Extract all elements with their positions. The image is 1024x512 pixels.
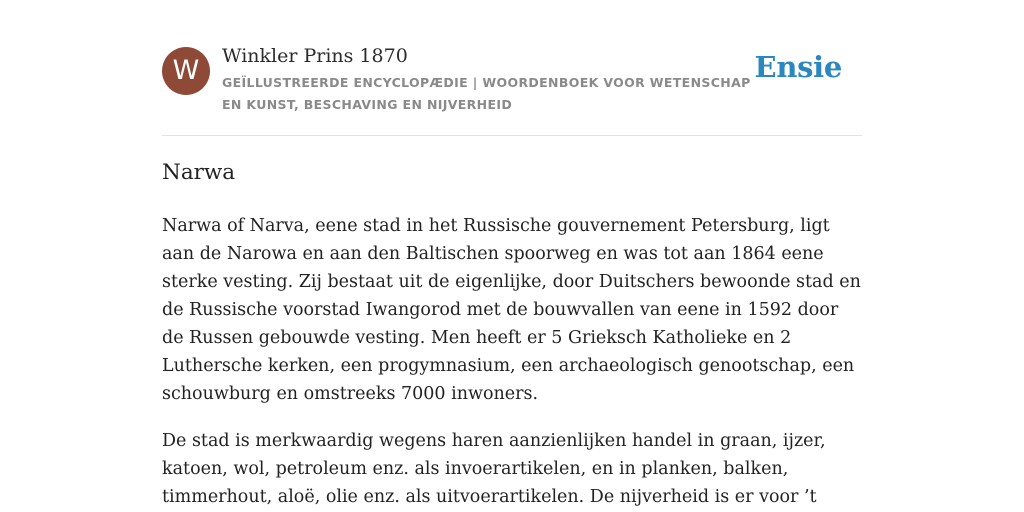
page-container <box>162 0 862 507</box>
article-title: Narwa <box>162 160 236 185</box>
article-body <box>162 212 862 512</box>
article-paragraph: Narwa of Narva, eene stad in het Russische gouvernement Petersburg, ligt aan de Narowa en aan den Baltischen spoorweg en was tot aan 1864 eene sterke vesting. Zij bestaat uit de eigenlijke, door Duitschers bewoonde stad en de Russische voorstad Iwangorod met de bouwvallen van eene in 1592 door de Russen gebouwde vesting. Men heeft er 5 Grieksch Katholieke en 2 Luthersche kerken, een progymnasium, een archaeologisch genootschap, een schouwburg en omstreeks 7000 inwoners. <box>162 216 861 404</box>
source-avatar[interactable]: W <box>162 47 210 95</box>
article-paragraph: De stad is merkwaardig wegens haren aanzienlijken handel in graan, ijzer, katoen, wol, petroleum enz. als invoerartikelen, en in planken, balken, timmerhout, aloë, olie enz. als uitvoerartikelen. De nijverheid is er voor ’t <box>162 431 826 507</box>
source-header <box>162 0 862 136</box>
ensie-logo-link[interactable]: Ensie <box>754 50 842 84</box>
source-title[interactable]: Winkler Prins 1870 <box>222 45 408 67</box>
source-subtitle: GEÏLLUSTREERDE ENCYCLOPÆDIE | WOORDENBOEK VOOR WETENSCHAP EN KUNST, BESCHAVING EN NIJVERHEID <box>222 75 751 112</box>
